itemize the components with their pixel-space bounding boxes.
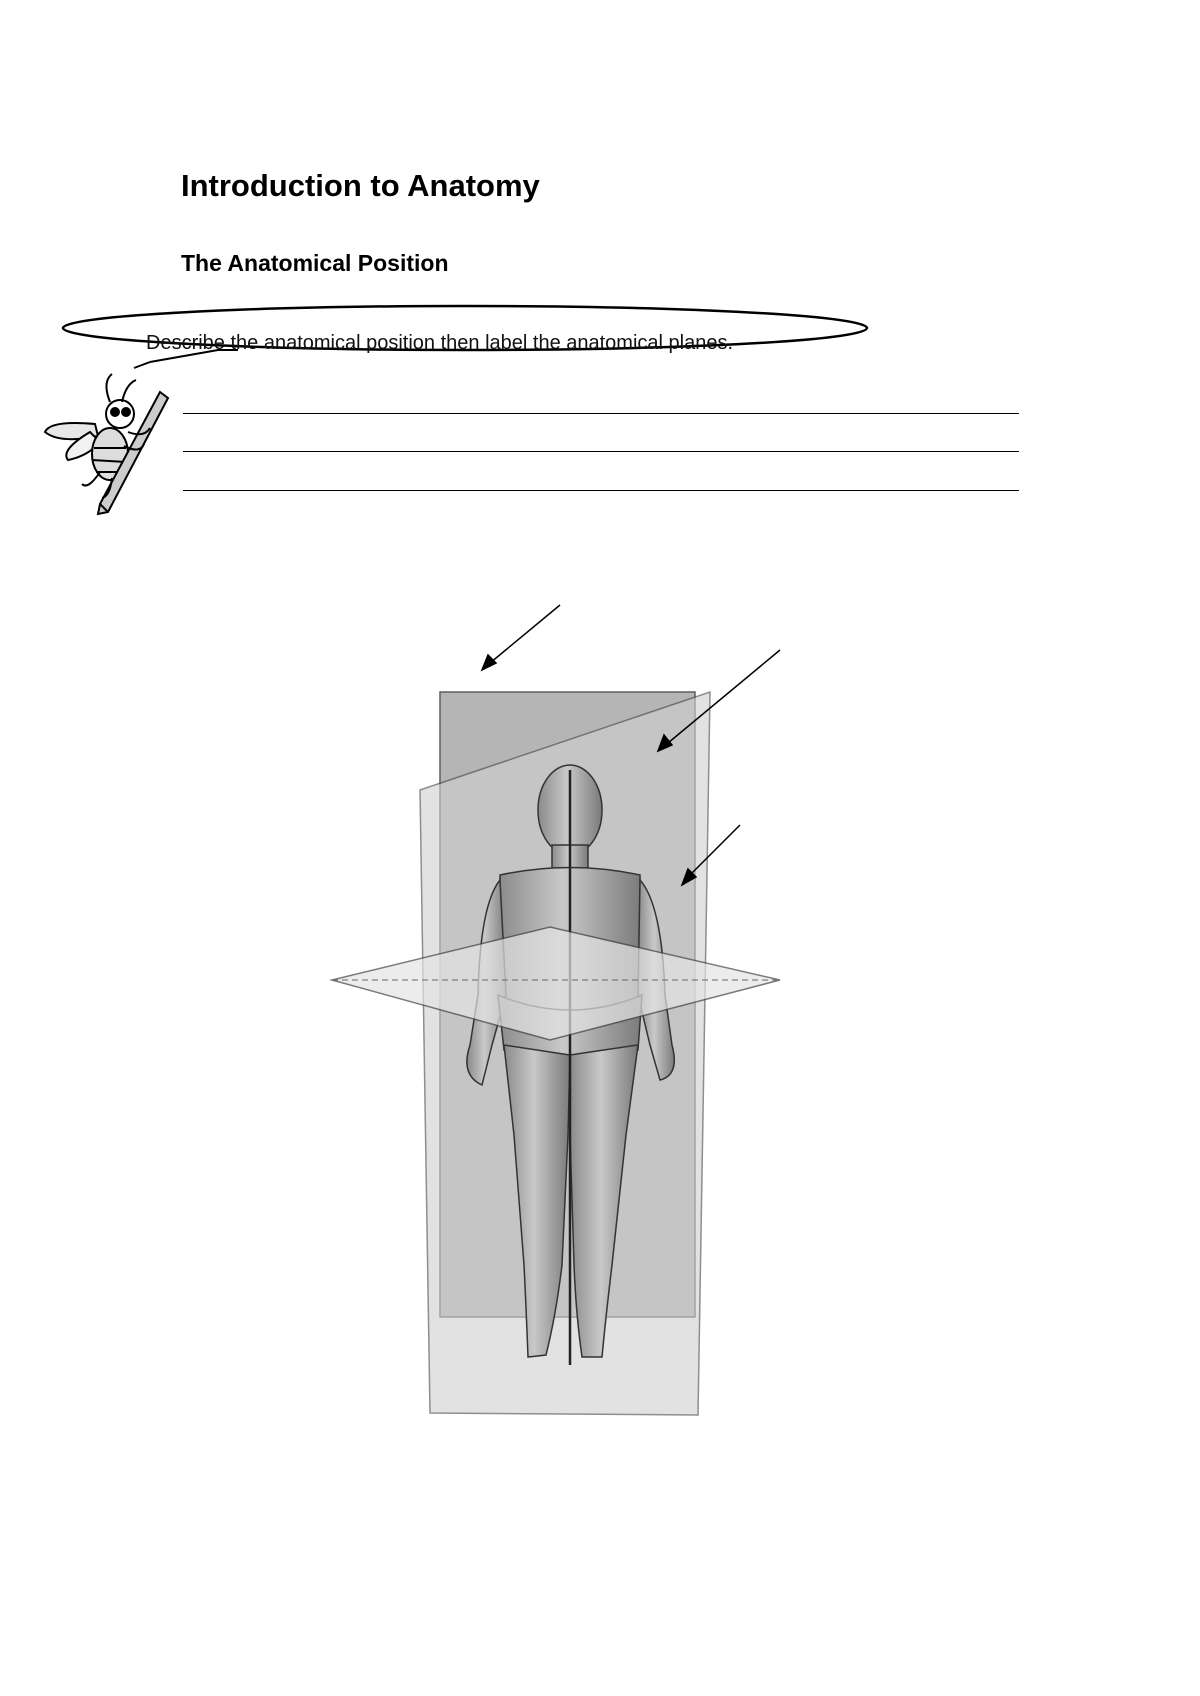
instruction-text: Describe the anatomical position then label the anatomical planes. bbox=[146, 332, 734, 354]
answer-line-1[interactable] bbox=[183, 413, 1019, 414]
bee-with-pencil-icon bbox=[40, 372, 180, 517]
page-title: Introduction to Anatomy bbox=[181, 168, 540, 203]
answer-line-2[interactable] bbox=[183, 451, 1019, 452]
label-arrow-1 bbox=[490, 605, 560, 663]
transverse-plane bbox=[332, 927, 780, 1040]
answer-line-3[interactable] bbox=[183, 490, 1019, 491]
section-heading: The Anatomical Position bbox=[181, 250, 449, 276]
anatomical-planes-figure bbox=[320, 575, 880, 1435]
